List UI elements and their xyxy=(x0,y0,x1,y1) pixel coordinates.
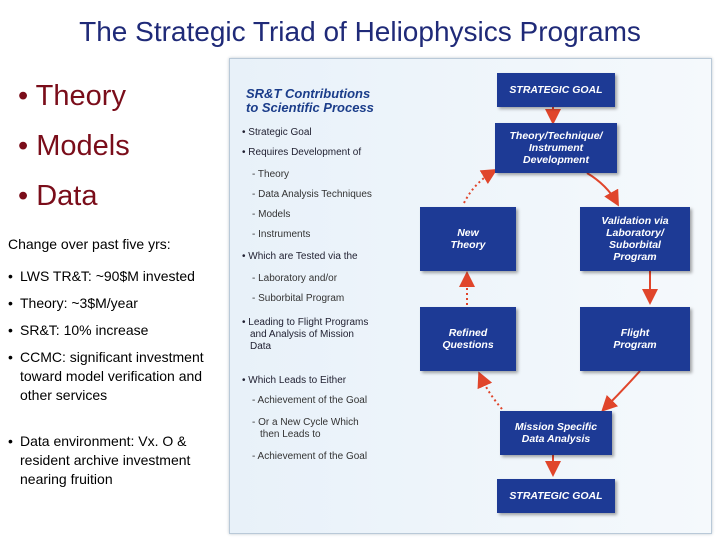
list-item: Data xyxy=(250,341,272,352)
refined-questions-box: Refined Questions xyxy=(420,307,516,371)
list-item: - Theory xyxy=(252,169,290,180)
flight-program-box: Flight Program xyxy=(580,307,690,371)
list-item: • Which are Tested via the xyxy=(242,251,358,262)
list-item: • Leading to Flight Programs xyxy=(242,317,369,328)
list-item: • Requires Development of xyxy=(242,147,362,158)
bullet-models: • Models xyxy=(18,130,130,162)
strategic-goal-top-box: STRATEGIC GOAL xyxy=(497,73,615,107)
arrow-flight-to-mission xyxy=(604,371,640,409)
theory-development-box: Theory/Technique/ Instrument Development xyxy=(495,123,617,173)
change-item: • LWS TR&T: ~90$M invested xyxy=(8,268,195,284)
list-item: - Instruments xyxy=(252,229,311,240)
list-item: and Analysis of Mission xyxy=(250,329,354,340)
list-item: - Achievement of the Goal xyxy=(252,395,368,406)
list-item: - Models xyxy=(252,209,291,220)
list-item: then Leads to xyxy=(260,429,321,440)
validation-box: Validation via Laboratory/ Suborbital Program xyxy=(580,207,690,271)
change-item: • CCMC: significant investment toward model verification and other services xyxy=(8,349,204,403)
change-item: • SR&T: 10% increase xyxy=(8,322,149,338)
flow-arrows xyxy=(230,59,711,533)
new-theory-box: New Theory xyxy=(420,207,516,271)
strategic-goal-bottom-box: STRATEGIC GOAL xyxy=(497,479,615,513)
list-item: - Data Analysis Techniques xyxy=(252,189,372,200)
list-item: - Laboratory and/or xyxy=(252,273,338,284)
bullet-data: • Data xyxy=(18,180,98,212)
arrow-newtheory-to-development xyxy=(464,171,494,203)
list-item: - Or a New Cycle Which xyxy=(252,417,359,428)
change-item: • Theory: ~3$M/year xyxy=(8,295,138,311)
process-diagram xyxy=(229,58,712,534)
slide-title: The Strategic Triad of Heliophysics Programs xyxy=(79,16,641,47)
change-heading: Change over past five yrs: xyxy=(8,236,171,252)
bullet-theory: • Theory xyxy=(18,80,126,112)
change-item: • Data environment: Vx. O & resident archive investment nearing fruition xyxy=(8,433,191,487)
arrow-mission-to-refined xyxy=(480,375,502,409)
list-item: • Which Leads to Either xyxy=(242,375,347,386)
list-item: - Suborbital Program xyxy=(252,293,345,304)
list-item: • Strategic Goal xyxy=(242,127,312,138)
arrow-development-to-validation xyxy=(587,173,617,203)
mission-analysis-box: Mission Specific Data Analysis xyxy=(500,411,612,455)
list-item: - Achievement of the Goal xyxy=(252,451,368,462)
diagram-heading: SR&T Contributions to Scientific Process xyxy=(246,86,374,115)
